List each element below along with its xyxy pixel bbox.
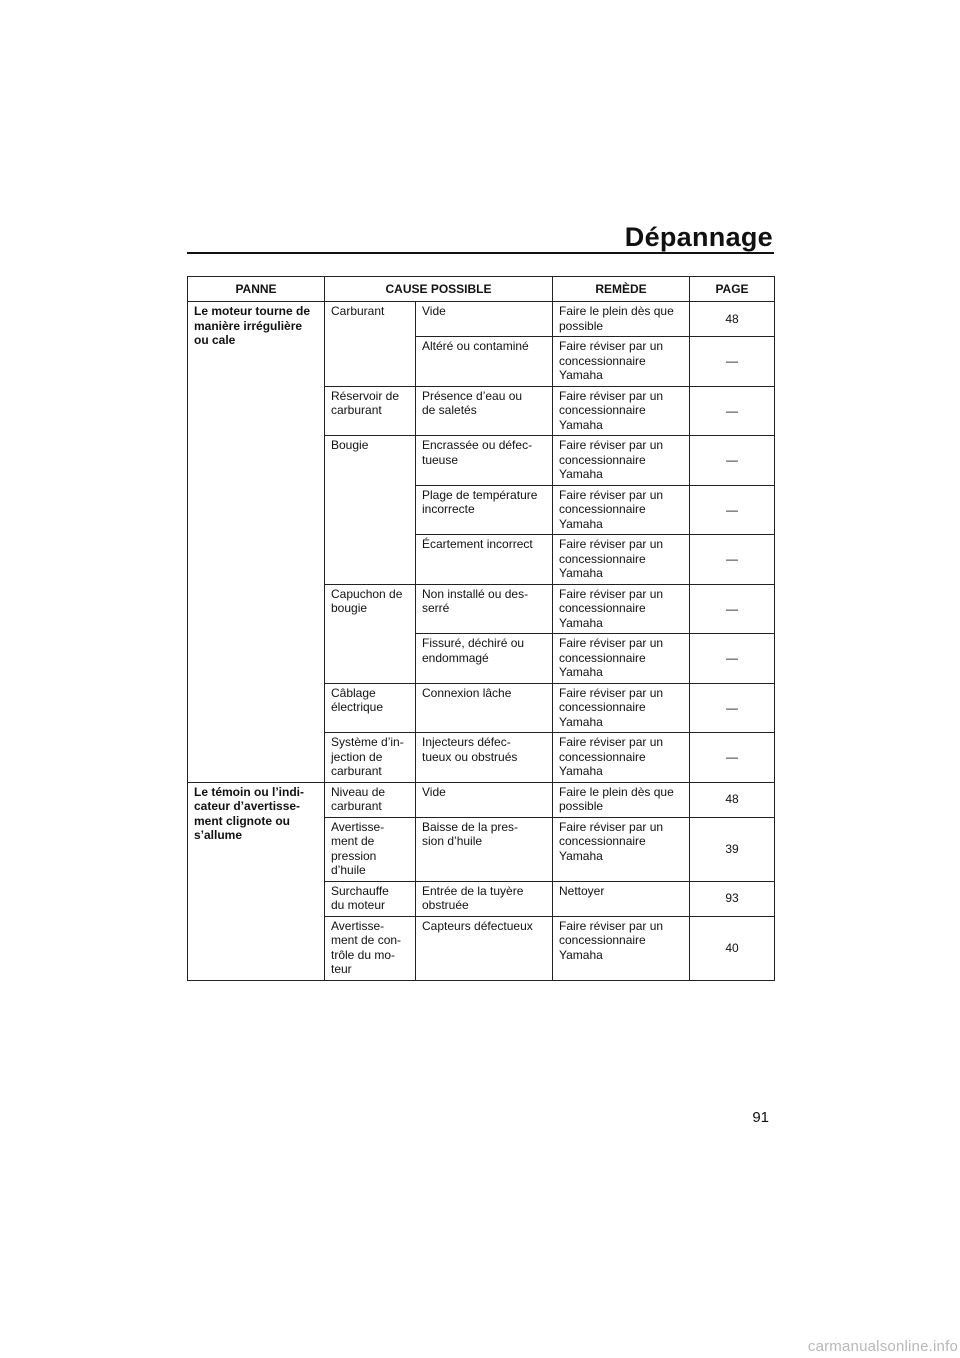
cause-cell-text: Bougie [331, 438, 369, 452]
detail-cell-text: Présence d’eau ou de saletés [422, 388, 523, 417]
detail-cell-text: Vide [422, 304, 446, 318]
detail-cell [416, 386, 553, 436]
header-panne: PANNE [188, 277, 325, 302]
troubleshooting-table [187, 276, 775, 981]
remede-cell-text: Faire réviser par un concessionnaire Yamaha [559, 438, 664, 481]
detail-cell [416, 817, 553, 881]
cause-cell [325, 782, 416, 817]
cause-cell-text: Avertisse- ment de pression d’huile [331, 819, 385, 877]
detail-cell-text: Altéré ou contaminé [422, 339, 529, 353]
page-cell: — [690, 584, 775, 634]
panne-cell [188, 782, 325, 980]
remede-cell-text: Faire le plein dès que possible [559, 304, 674, 333]
page-cell: — [690, 535, 775, 585]
cause-cell [325, 733, 416, 783]
remede-cell-text: Faire réviser par un concessionnaire Yamaha [559, 735, 664, 778]
cause-cell [325, 302, 416, 387]
cause-cell [325, 817, 416, 881]
cause-cell-text: Capuchon de bougie [331, 586, 403, 615]
page-cell: 48 [690, 782, 775, 817]
page-cell: — [690, 436, 775, 486]
page-cell: 39 [690, 817, 775, 881]
page-cell: — [690, 337, 775, 387]
detail-cell-text: Capteurs défectueux [422, 918, 533, 933]
panne-cell-text: Le moteur tourne de manière irrégulière ou cale [194, 304, 311, 347]
detail-cell-text: Connexion lâche [422, 685, 512, 700]
detail-cell-text: Non installé ou des- serré [422, 586, 529, 615]
detail-cell [416, 584, 553, 634]
page-number: 91 [752, 1109, 769, 1126]
cause-cell-text: Carburant [331, 304, 385, 318]
watermark: carmanualsonline.info [807, 1338, 958, 1355]
detail-cell-text: Entrée de la tuyère obstruée [422, 883, 524, 912]
page-cell: 40 [690, 916, 775, 980]
detail-cell [416, 881, 553, 916]
cause-cell [325, 683, 416, 733]
remede-cell-text: Faire réviser par un concessionnaire Yamaha [559, 487, 664, 531]
remede-cell-text: Faire réviser par un concessionnaire Yamaha [559, 918, 664, 962]
cause-cell-text: Niveau de carburant [331, 784, 386, 813]
detail-cell-text: Vide [422, 784, 446, 799]
panne-cell-text: Le témoin ou l’indi- cateur d’avertisse- ment clignote ou s’allume [194, 784, 304, 842]
detail-cell [416, 337, 553, 387]
cause-cell [325, 386, 416, 436]
cause-cell [325, 584, 416, 683]
remede-cell [553, 881, 690, 916]
remede-cell [553, 337, 690, 387]
detail-cell-text: Encrassée ou défec- tueuse [422, 438, 533, 467]
detail-cell [416, 436, 553, 486]
remede-cell-text: Faire réviser par un concessionnaire Yamaha [559, 537, 664, 580]
detail-cell-text: Injecteurs défec- tueux ou obstrués [422, 735, 518, 764]
remede-cell [553, 436, 690, 486]
page-cell: 48 [690, 302, 775, 337]
remede-cell [553, 535, 690, 585]
header-remede: REMÈDE [553, 277, 690, 302]
page-cell: — [690, 386, 775, 436]
detail-cell [416, 535, 553, 585]
detail-cell [416, 634, 553, 684]
detail-cell-text: Fissuré, déchiré ou endommagé [422, 636, 525, 665]
detail-cell [416, 733, 553, 783]
header-page: PAGE [690, 277, 775, 302]
cause-cell-text: Système d’in- jection de carburant [331, 735, 404, 778]
table-body [188, 302, 775, 981]
page-title: Dépannage [624, 222, 773, 252]
remede-cell-text: Faire réviser par un concessionnaire Yamaha [559, 636, 664, 679]
remede-cell-text: Faire réviser par un concessionnaire Yamaha [559, 685, 664, 729]
title-divider [187, 252, 774, 254]
remede-cell-text: Faire réviser par un concessionnaire Yamaha [559, 388, 664, 432]
header-cause: CAUSE POSSIBLE [325, 277, 553, 302]
detail-cell-text: Plage de température incorrecte [422, 487, 538, 516]
cause-cell [325, 436, 416, 585]
remede-cell [553, 485, 690, 535]
detail-cell [416, 683, 553, 733]
remede-cell [553, 584, 690, 634]
panne-cell [188, 302, 325, 783]
cause-cell [325, 881, 416, 916]
remede-cell-text: Faire réviser par un concessionnaire Yamaha [559, 819, 664, 863]
detail-cell [416, 916, 553, 980]
detail-cell [416, 782, 553, 817]
remede-cell-text: Faire le plein dès que possible [559, 784, 674, 813]
remede-cell [553, 817, 690, 881]
detail-cell-text: Écartement incorrect [422, 537, 533, 551]
remede-cell [553, 782, 690, 817]
cause-cell-text: Réservoir de carburant [331, 388, 400, 417]
remede-cell-text: Faire réviser par un concessionnaire Yamaha [559, 339, 664, 382]
page-cell: — [690, 634, 775, 684]
remede-cell [553, 386, 690, 436]
detail-cell [416, 302, 553, 337]
page-cell: — [690, 733, 775, 783]
table-row [188, 782, 775, 817]
page-cell: — [690, 485, 775, 535]
cause-cell-text: Avertisse- ment de con- trôle du mo- teur [331, 918, 402, 976]
remede-cell [553, 302, 690, 337]
page-cell: 93 [690, 881, 775, 916]
detail-cell-text: Baisse de la pres- sion d’huile [422, 819, 519, 848]
remede-cell-text: Nettoyer [559, 883, 605, 898]
remede-cell [553, 683, 690, 733]
remede-cell [553, 916, 690, 980]
remede-cell [553, 733, 690, 783]
detail-cell [416, 485, 553, 535]
table-header-row [188, 277, 775, 302]
cause-cell-text: Surchauffe du moteur [331, 883, 389, 912]
remede-cell-text: Faire réviser par un concessionnaire Yamaha [559, 586, 664, 630]
cause-cell-text: Câblage électrique [331, 685, 384, 714]
cause-cell [325, 916, 416, 980]
table-row [188, 302, 775, 337]
remede-cell [553, 634, 690, 684]
page-cell: — [690, 683, 775, 733]
